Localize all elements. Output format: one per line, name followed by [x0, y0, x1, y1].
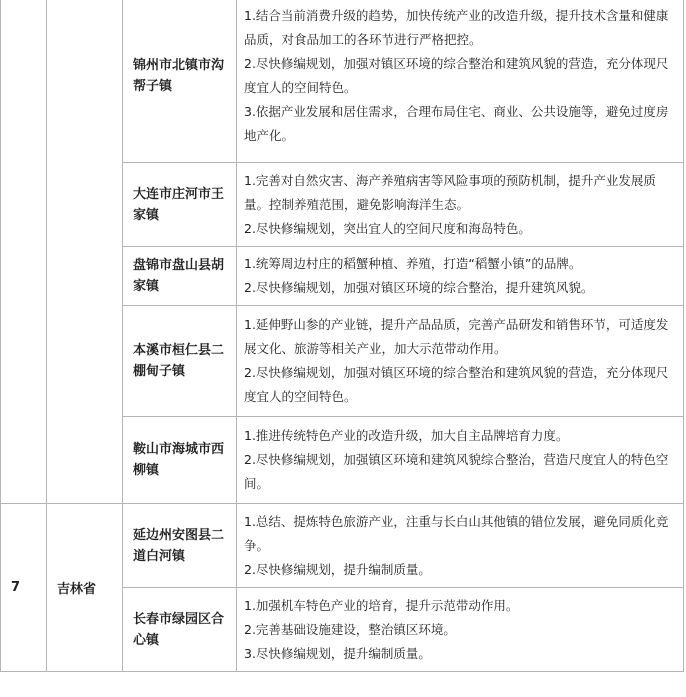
town-content-cell — [237, 306, 684, 417]
content-item: 3.尽快修编规划，提升编制质量。 — [244, 645, 431, 661]
content-item: 1.统筹周边村庄的稻蟹种植、养殖，打造“稻蟹小镇”的品牌。 — [244, 256, 582, 271]
town-content-cell — [237, 504, 684, 588]
town-content-cell — [237, 417, 684, 504]
table-row — [1, 0, 684, 163]
content-item: 2.尽快修编规划，加强对镇区环境的综合整治，提升建筑风貌。 — [244, 280, 594, 295]
row-number-cell: 7 — [1, 504, 47, 672]
content-item: 2.尽快修编规划，加强对镇区环境的综合整治和建筑风貌的营造，充分体现尺度宜人的空间特色。 — [244, 365, 669, 404]
content-item: 3.依据产业发展和居住需求，合理布局住宅、商业、公共设施等，避免过度房地产化。 — [244, 103, 669, 143]
content-item: 2.尽快修编规划，加强对镇区环境的综合整治和建筑风貌的营造，充分体现尺度宜人的空间特色。 — [244, 55, 669, 95]
content-item: 2.尽快修编规划，提升编制质量。 — [244, 561, 431, 577]
content-item: 2.完善基础设施建设，整治镇区环境。 — [244, 621, 456, 637]
town-name-cell: 本溪市桓仁县二棚甸子镇 — [123, 306, 237, 417]
town-content-cell — [237, 163, 684, 247]
town-name-cell: 长春市绿园区合心镇 — [123, 588, 237, 672]
row-number-cell — [1, 0, 47, 504]
town-content-cell — [237, 247, 684, 306]
province-cell — [47, 0, 123, 504]
content-item: 2.尽快修编规划，加强镇区环境和建筑风貌综合整治，营造尺度宜人的特色空间。 — [244, 452, 669, 491]
content-item: 1.完善对自然灾害、海产养殖病害等风险事项的预防机制，提升产业发展质量。控制养殖范围，避免影响海洋生态。 — [244, 172, 656, 212]
town-name-cell: 鞍山市海城市西柳镇 — [123, 417, 237, 504]
content-item: 2.尽快修编规划，突出宜人的空间尺度和海岛特色。 — [244, 220, 531, 236]
content-item: 1.推进传统特色产业的改造升级，加大自主品牌培育力度。 — [244, 428, 569, 443]
content-item: 1.总结、提炼特色旅游产业，注重与长白山其他镇的错位发展，避免同质化竞争。 — [244, 513, 669, 553]
table-row — [1, 504, 684, 588]
content-item: 1.结合当前消费升级的趋势，加快传统产业的改造升级，提升技术含量和健康品质，对食品加工的各环节进行严格把控。 — [244, 7, 669, 47]
town-name-cell: 锦州市北镇市沟帮子镇 — [123, 0, 237, 163]
content-item: 1.加强机车特色产业的培育，提升示范带动作用。 — [244, 597, 519, 613]
town-name-cell: 盘锦市盘山县胡家镇 — [123, 247, 237, 306]
town-name-cell: 延边州安图县二道白河镇 — [123, 504, 237, 588]
town-content-cell — [237, 588, 684, 672]
content-item: 1.延伸野山参的产业链，提升产品品质，完善产品研发和销售环节，可适度发展文化、旅游等相关产业，加大示范带动作用。 — [244, 317, 669, 356]
town-name-cell: 大连市庄河市王家镇 — [123, 163, 237, 247]
province-cell: 吉林省 — [47, 504, 123, 672]
town-content-cell — [237, 0, 684, 163]
